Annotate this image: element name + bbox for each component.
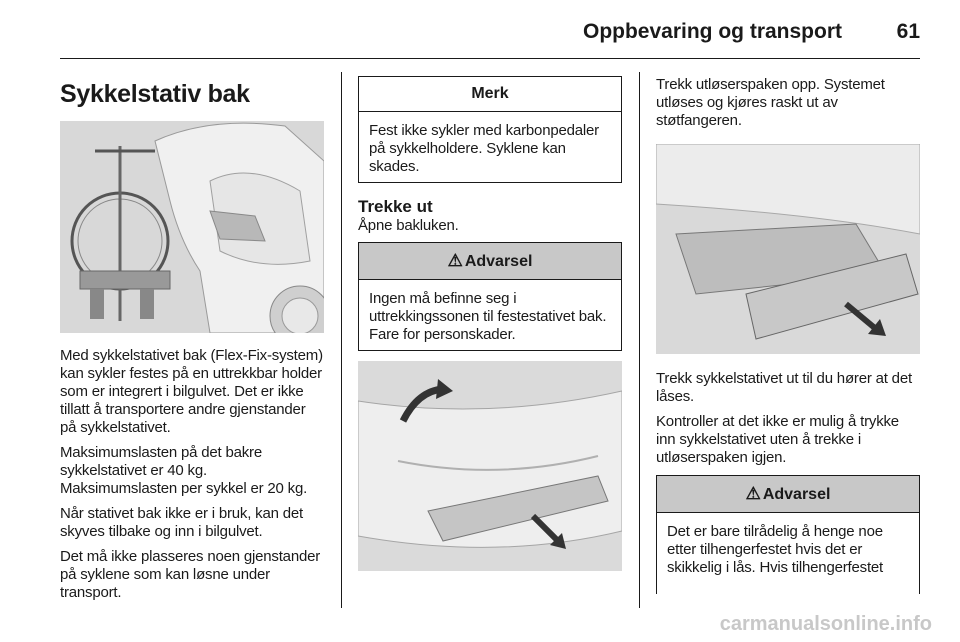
paragraph: Med sykkelstativet bak (Flex-Fix-system) kan sykler festes på en uttrekkbar holder som er integrert i bilgulvet. Det er ikke tillatt å transportere andre gjenstander på sykkelstativet. xyxy=(60,347,323,436)
bike-rack-illustration xyxy=(60,121,324,333)
paragraph: Trekk sykkelstativet ut til du hører at det låses. xyxy=(656,370,912,405)
warning-icon: ⚠ xyxy=(745,484,761,503)
warning-header xyxy=(359,243,621,280)
rack-extend-illustration xyxy=(656,144,920,354)
release-lever-illustration xyxy=(358,361,622,571)
note-box xyxy=(358,76,622,183)
column-divider xyxy=(639,72,640,608)
page-header xyxy=(60,14,920,58)
warning-box xyxy=(656,475,920,594)
column-3 xyxy=(656,72,920,594)
column-2 xyxy=(358,72,622,571)
paragraph: Maksimumslasten på det bakre sykkelstativet er 40 kg. Maksimumslasten per sykkel er 20 kg. xyxy=(60,444,308,497)
warning-title: Advarsel xyxy=(464,253,533,270)
header-title: Oppbevaring og transport xyxy=(582,20,842,43)
warning-header xyxy=(657,476,919,513)
note-title: Merk xyxy=(359,77,621,112)
subheading: Trekke ut xyxy=(358,197,433,216)
column-1 xyxy=(60,72,324,609)
paragraph: Det må ikke plasseres noen gjenstander på syklene som kan løsne under transport. xyxy=(60,548,321,601)
paragraph: Når stativet bak ikke er i bruk, kan det skyves tilbake og inn i bilgulvet. xyxy=(60,505,303,540)
section-heading: Sykkelstativ bak xyxy=(60,80,250,108)
paragraph: Trekk utløserspaken opp. Systemet utløses og kjøres raskt ut av støtfangeren. xyxy=(656,76,885,129)
watermark: carmanualsonline.info xyxy=(719,613,932,635)
warning-box xyxy=(358,242,622,351)
paragraph: Kontroller at det ikke er mulig å trykke inn sykkelstativet uten å trekke i utløserspaken igjen. xyxy=(656,413,899,466)
page-number: 61 xyxy=(896,20,920,43)
header-rule xyxy=(60,58,920,59)
note-text: Fest ikke sykler med karbonpedaler på sykkelholdere. Syklene kan skades. xyxy=(369,122,599,175)
warning-text: Ingen må befinne seg i uttrekkingssonen til festestativet bak. Fare for personskader. xyxy=(369,290,607,343)
warning-icon: ⚠ xyxy=(447,251,463,270)
warning-text: Det er bare tilrådelig å henge noe etter tilhengerfestet hvis det er skikkelig i lås. Hvis tilhengerfestet xyxy=(667,523,884,576)
column-divider xyxy=(341,72,342,608)
warning-title: Advarsel xyxy=(762,486,831,503)
paragraph: Åpne bakluken. xyxy=(358,217,459,234)
